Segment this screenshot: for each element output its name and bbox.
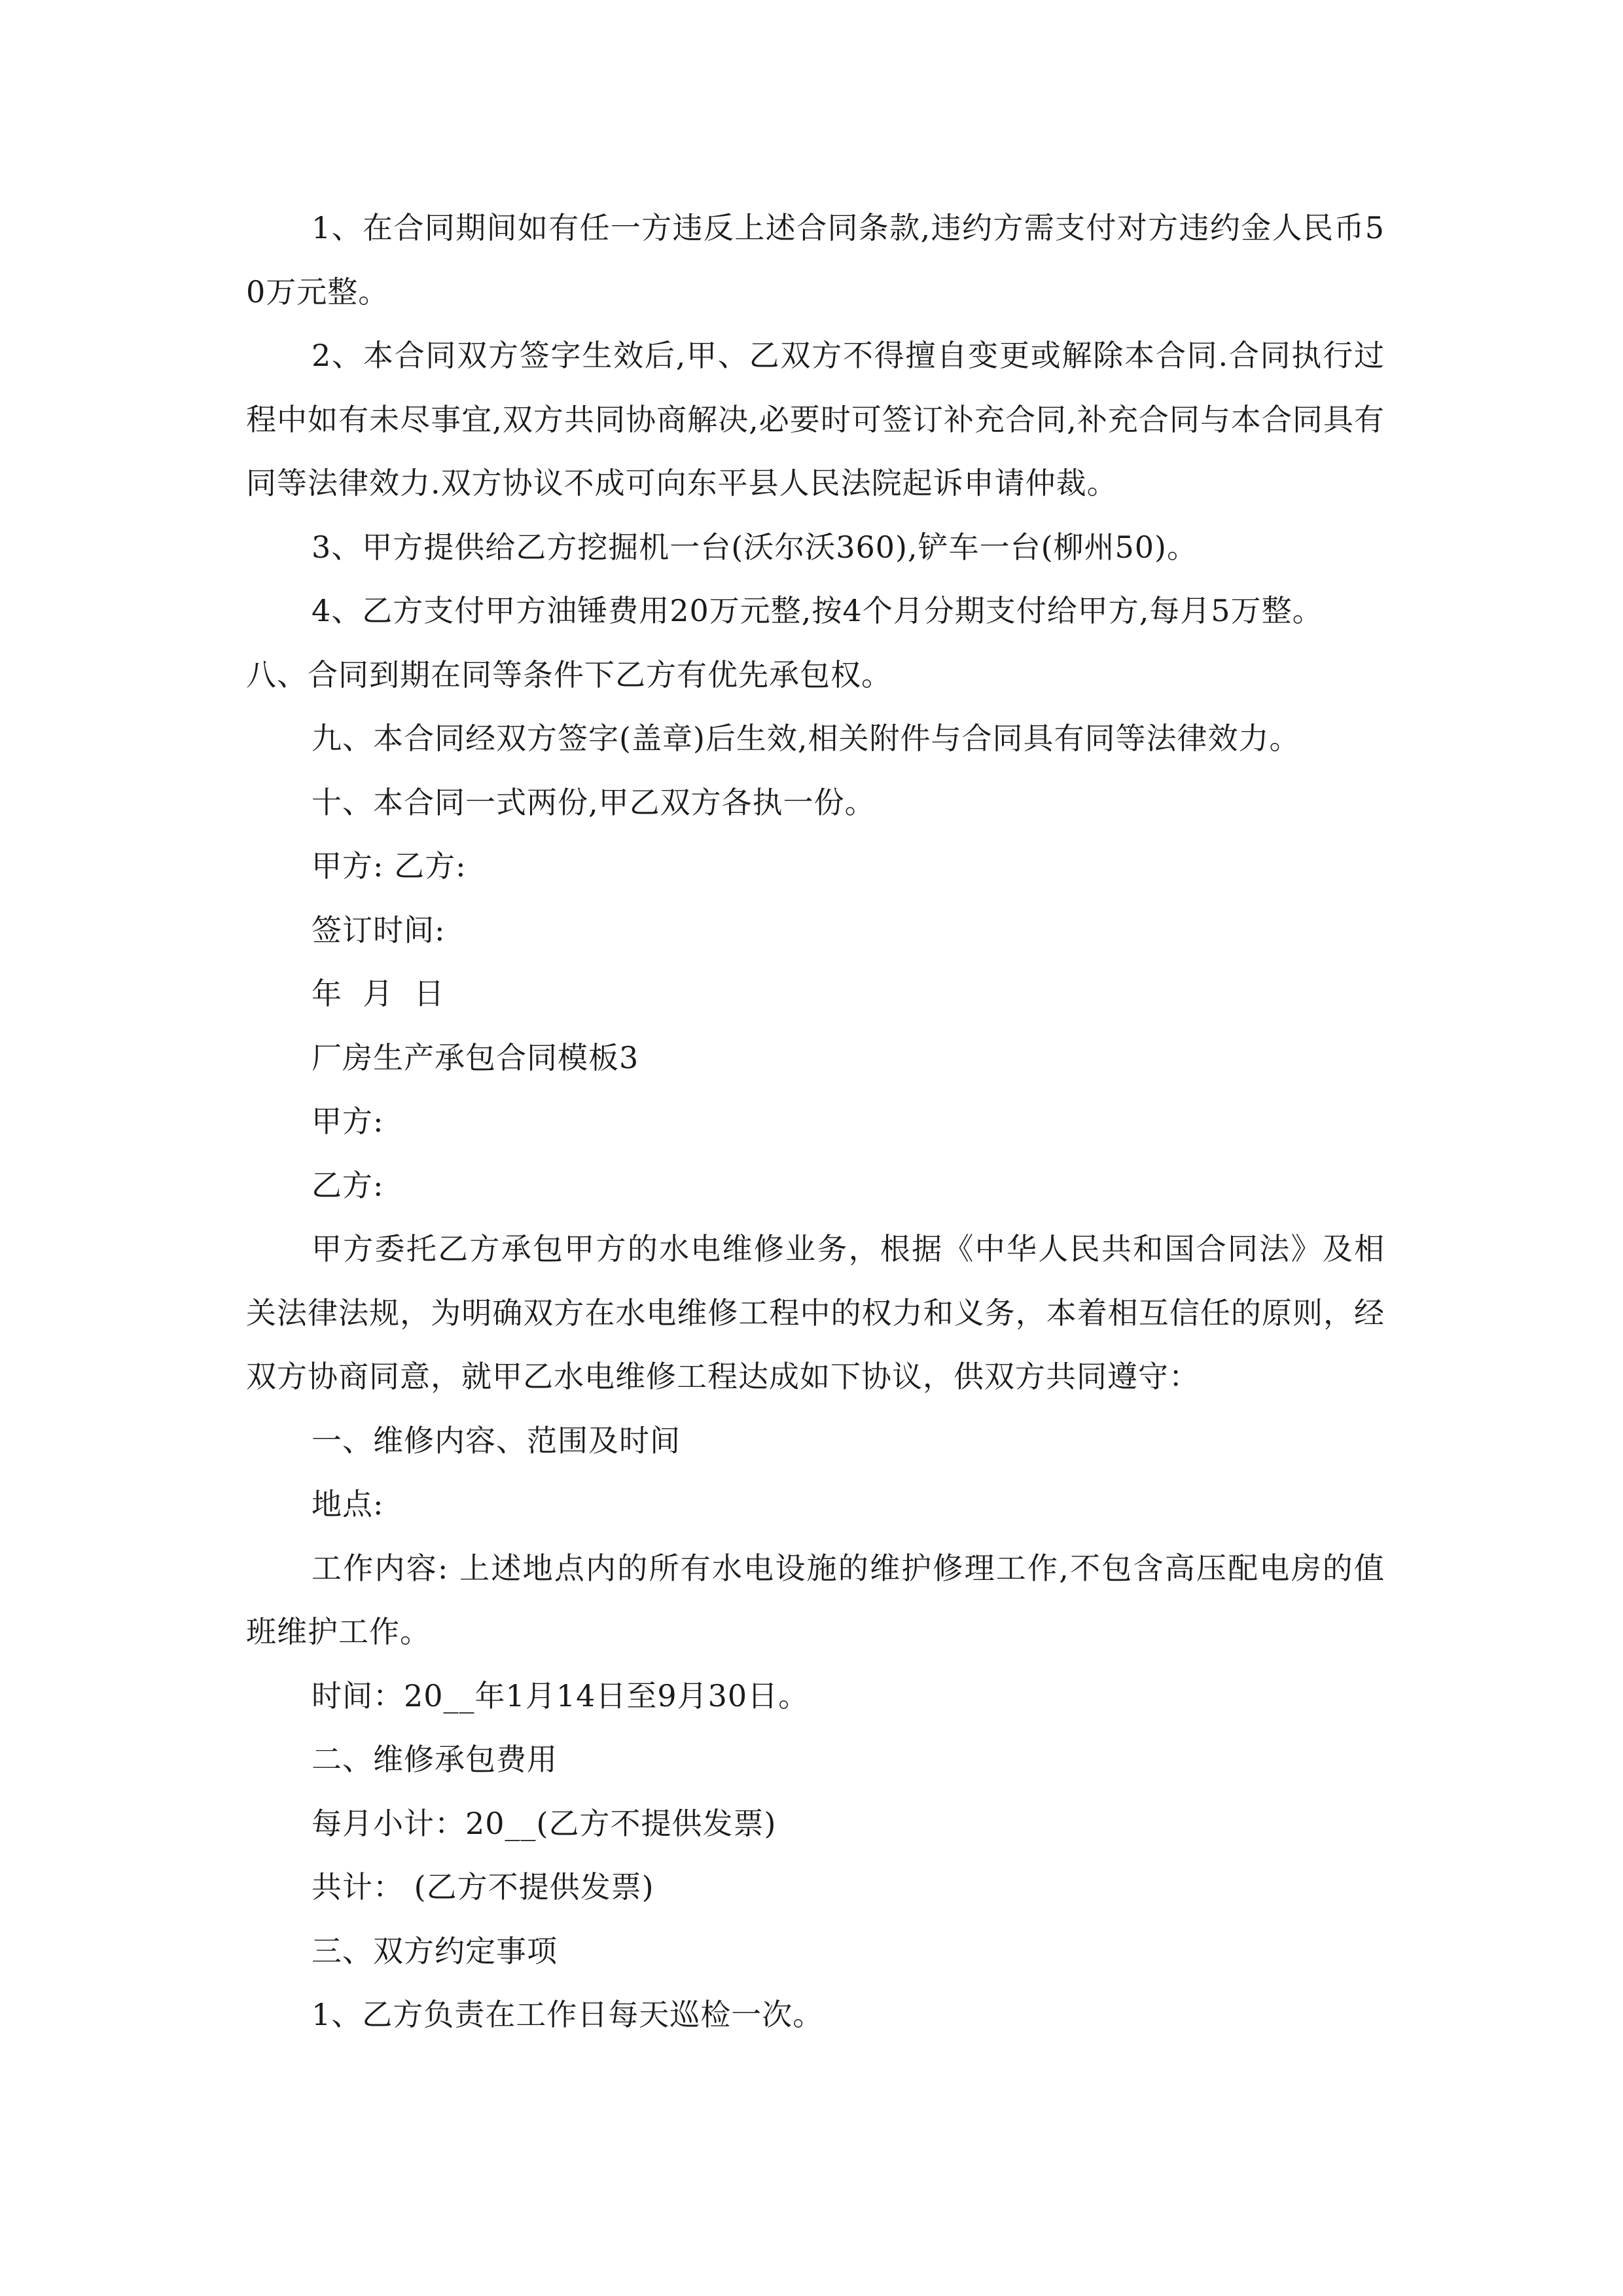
signing-time-label: 签订时间: <box>312 912 446 948</box>
clause-equipment: 3、甲方提供给乙方挖掘机一台(沃尔沃360),铲车一台(柳州50)。 <box>312 529 1198 565</box>
clause-ten: 十、本合同一式两份,甲乙双方各执一份。 <box>312 784 876 820</box>
section-two-heading: 二、维修承包费用 <box>312 1742 558 1777</box>
clause-penalty: 1、在合同期间如有任一方违反上述合同条款,违约方需支付对方违约金人民币50万元整。 <box>246 210 1385 310</box>
signature-parties: 甲方: 乙方: <box>312 848 467 884</box>
signing-date: 年 月 日 <box>312 976 445 1011</box>
agreement-item-one: 1、乙方负责在工作日每天巡检一次。 <box>312 1997 824 2032</box>
total-amount: 共计： (乙方不提供发票) <box>312 1869 654 1905</box>
clause-payment: 4、乙方支付甲方油锤费用20万元整,按4个月分期支付给甲方,每月5万整。 <box>312 593 1323 628</box>
location-label: 地点: <box>312 1486 384 1522</box>
clause-nine: 九、本合同经双方签字(盖章)后生效,相关附件与合同具有同等法律效力。 <box>312 721 1300 756</box>
section-one-heading: 一、维修内容、范围及时间 <box>312 1422 681 1458</box>
section-three-heading: 三、双方约定事项 <box>312 1933 558 1969</box>
work-content: 工作内容: 上述地点内的所有水电设施的维护修理工作,不包含高压配电房的值班维护工作。 <box>246 1550 1385 1649</box>
clause-modification: 2、本合同双方签字生效后,甲、乙双方不得擅自变更或解除本合同.合同执行过程中如有未尽事宜,双方共同协商解决,必要时可签订补充合同,补充合同与本合同具有同等法律效力.双方协议不成可向东平县人民法院起诉申请仲裁。 <box>246 338 1385 501</box>
party-b-label: 乙方: <box>312 1167 384 1203</box>
party-a-label: 甲方: <box>312 1103 384 1139</box>
clause-eight: 八、合同到期在同等条件下乙方有优先承包权。 <box>246 656 892 692</box>
preamble: 甲方委托乙方承包甲方的水电维修业务，根据《中华人民共和国合同法》及相关法律法规，为明确双方在水电维修工程中的权力和义务，本着相互信任的原则，经双方协商同意，就甲乙水电维修工程达成如下协议，供双方共同遵守： <box>246 1231 1385 1394</box>
work-period: 时间：20__年1月14日至9月30日。 <box>312 1677 810 1713</box>
monthly-subtotal: 每月小计：20__(乙方不提供发票) <box>312 1805 777 1841</box>
document-body <box>246 196 1385 2047</box>
template-title: 厂房生产承包合同模板3 <box>312 1039 639 1075</box>
